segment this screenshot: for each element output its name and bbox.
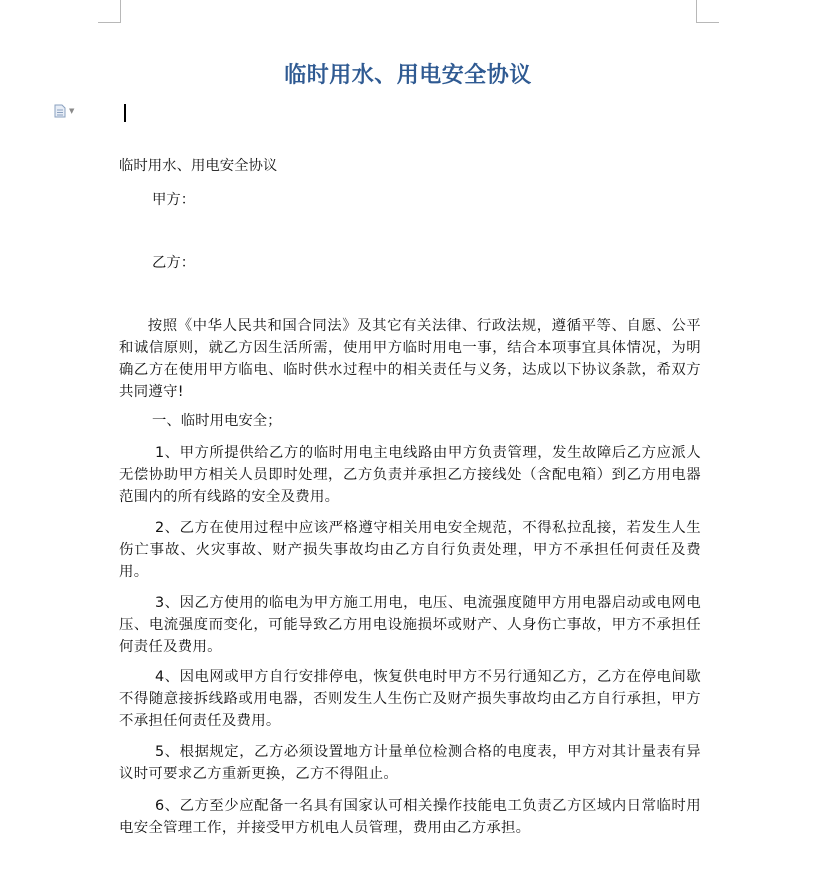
- page-corner-mark-top-left: [98, 0, 121, 23]
- clause-1: 1、甲方所提供给乙方的临时用电主电线路由甲方负责管理，发生故障后乙方应派人无偿协助甲方相关人员即时处理，乙方负责并承担乙方接线处（含配电箱）到乙方用电器范围内的所有线路的安全及费用。: [119, 445, 701, 505]
- intro-paragraph: 按照《中华人民共和国合同法》及其它有关法律、行政法规，遵循平等、自愿、公平和诚信原则，就乙方因生活所需，使用甲方临时用电一事，结合本项事宜具体情况，为明确乙方在使用甲方临电、临时供水过程中的相关责任与义务，达成以下协议条款，希双方共同遵守!: [119, 318, 701, 400]
- page-corner-mark-top-right: [696, 0, 719, 23]
- clause-5: 5、根据规定，乙方必须设置地方计量单位检测合格的电度表，甲方对其计量表有异议时可要求乙方重新更换，乙方不得阻止。: [119, 744, 701, 782]
- section-title-electricity-safety: 一、临时用电安全；: [152, 413, 282, 429]
- clause-3: 3、因乙方使用的临电为甲方施工用电，电压、电流强度随甲方用电器启动或电网电压、电流强度而变化，可能导致乙方用电设施损坏或财产、人身伤亡事故，甲方不承担任何责任及费用。: [119, 595, 701, 655]
- text-cursor: [124, 104, 126, 122]
- caret-down-icon: ▼: [69, 106, 75, 115]
- clause-6: 6、乙方至少应配备一名具有国家认可相关操作技能电工负责乙方区域内日常临时用电安全管理工作，并接受甲方机电人员管理，费用由乙方承担。: [119, 798, 701, 836]
- party-a-label: 甲方：: [152, 192, 196, 208]
- document-heading: 临时用水、用电安全协议: [119, 158, 278, 174]
- clause-4: 4、因电网或甲方自行安排停电，恢复供电时甲方不另行通知乙方，乙方在停电间歇不得随意接拆线路或用电器，否则发生人生伤亡及财产损失事故均由乙方自行承担，甲方不承担任何责任及费用。: [119, 669, 701, 729]
- paragraph-options-button[interactable]: [54, 104, 74, 118]
- document-page-icon: [54, 104, 66, 118]
- document-title: 临时用水、用电安全协议: [284, 63, 532, 88]
- party-b-label: 乙方：: [152, 255, 196, 271]
- clause-2: 2、乙方在使用过程中应该严格遵守相关用电安全规范，不得私拉乱接，若发生人生伤亡事故、火灾事故、财产损失事故均由乙方自行负责处理，甲方不承担任何责任及费用。: [119, 520, 701, 580]
